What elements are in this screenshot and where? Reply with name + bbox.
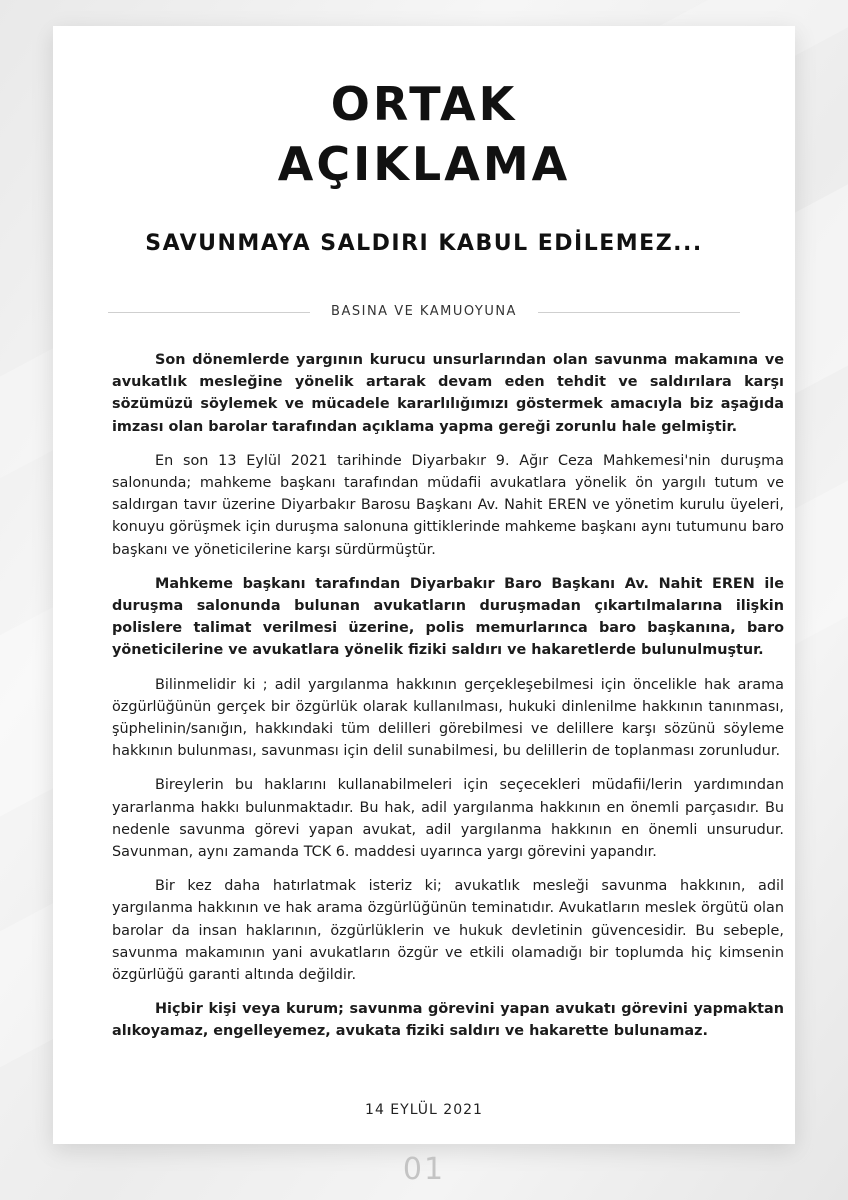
title-line-2: AÇIKLAMA xyxy=(277,137,571,191)
paragraph: Mahkeme başkanı tarafından Diyarbakır Baro Başkanı Av. Nahit EREN ile duruşma salonunda bulunan avukatların duruşmadan çıkartılmalarına ilişkin polislere talimat verilmesi üzerine, polis memurlarınca baro başkanına, baro yöneticilerine ve avukatlara yönelik fiziki saldırı ve hakaretlerde bulunulmuştur. xyxy=(112,575,784,659)
document-date: 14 EYLÜL 2021 xyxy=(365,1102,483,1118)
paragraph: Bireylerin bu haklarını kullanabilmeleri için seçecekleri müdafii/lerin yardımından yararlanma hakkı bulunmaktadır. Bu hak, adil yargılanma hakkının en önemli parçasıdır. Bu nedenle savunma görevi yapan avukat, adil yargılanma hakkının en önemli unsurudur. Savunman, aynı zamanda TCK 6. maddesi uyarınca yargı görevini yapandır. xyxy=(112,777,784,861)
divider-right xyxy=(538,312,740,313)
paragraph: Hiçbir kişi veya kurum; savunma görevini yapan avukatı görevini yapmaktan alıkoyamaz, engelleyemez, avukata fiziki saldırı ve hakarette bulunamaz. xyxy=(112,1001,784,1040)
paragraph: Bir kez daha hatırlatmak isteriz ki; avukatlık mesleği savunma hakkının, adil yargılanma hakkının ve hak arama özgürlüğünün teminatıdır. Avukatların meslek örgütü olan barolar da insan haklarının, özgürlüklerin ve hukuk devletinin güvencesidir. Bu sebeple, savunma makamının yani avukatların özgür ve etkili olamadığı bir toplumda hiç kimsenin özgürlüğü garanti altında değildir. xyxy=(112,878,784,984)
document-subtitle: SAVUNMAYA SALDIRI KABUL EDİLEMEZ... xyxy=(145,231,703,256)
paragraph: Bilinmelidir ki ; adil yargılanma hakkının gerçekleşebilmesi için öncelikle hak arama özgürlüğünün gerçek bir özgürlük olarak kullanılması, hukuki dinlenilme hakkının tanınması, şüphelinin/sanığın, hakkındaki tüm delilleri görebilmesi ve delillere karşı sözünü söyleme hakkının bulunması, savunması için delil sunabilmesi, bu delillerin de toplanması zorunludur. xyxy=(112,676,784,760)
document-body xyxy=(112,349,784,1055)
document-page xyxy=(53,26,795,1144)
paragraph: En son 13 Eylül 2021 tarihinde Diyarbakır 9. Ağır Ceza Mahkemesi'nin duruşma salonunda; mahkeme başkanı tarafından müdafii avukatlara yönelik ön yargılı tutum ve saldırgan tavır üzerine Diyarbakır Barosu Başkanı Av. Nahit EREN ve yönetim kurulu üyeleri, konuyu görüşmek için duruşma salonuna gittiklerinde mahkeme başkanı aynı tutumunu baro başkanı ve yöneticilerine karşı sürdürmüştür. xyxy=(112,452,784,558)
document-title xyxy=(53,74,795,194)
title-line-1: ORTAK xyxy=(330,77,518,131)
page-number: 01 xyxy=(402,1152,446,1187)
paragraph: Son dönemlerde yargının kurucu unsurlarından olan savunma makamına ve avukatlık mesleğine yönelik artarak devam eden tehdit ve saldırılara karşı sözümüzü söylemek ve mücadele kararlılığımızı göstermek amacıyla biz aşağıda imzası olan barolar tarafından açıklama yapma gereği zorunlu hale gelmiştir. xyxy=(112,352,784,435)
section-label: BASINA VE KAMUOYUNA xyxy=(331,304,517,319)
